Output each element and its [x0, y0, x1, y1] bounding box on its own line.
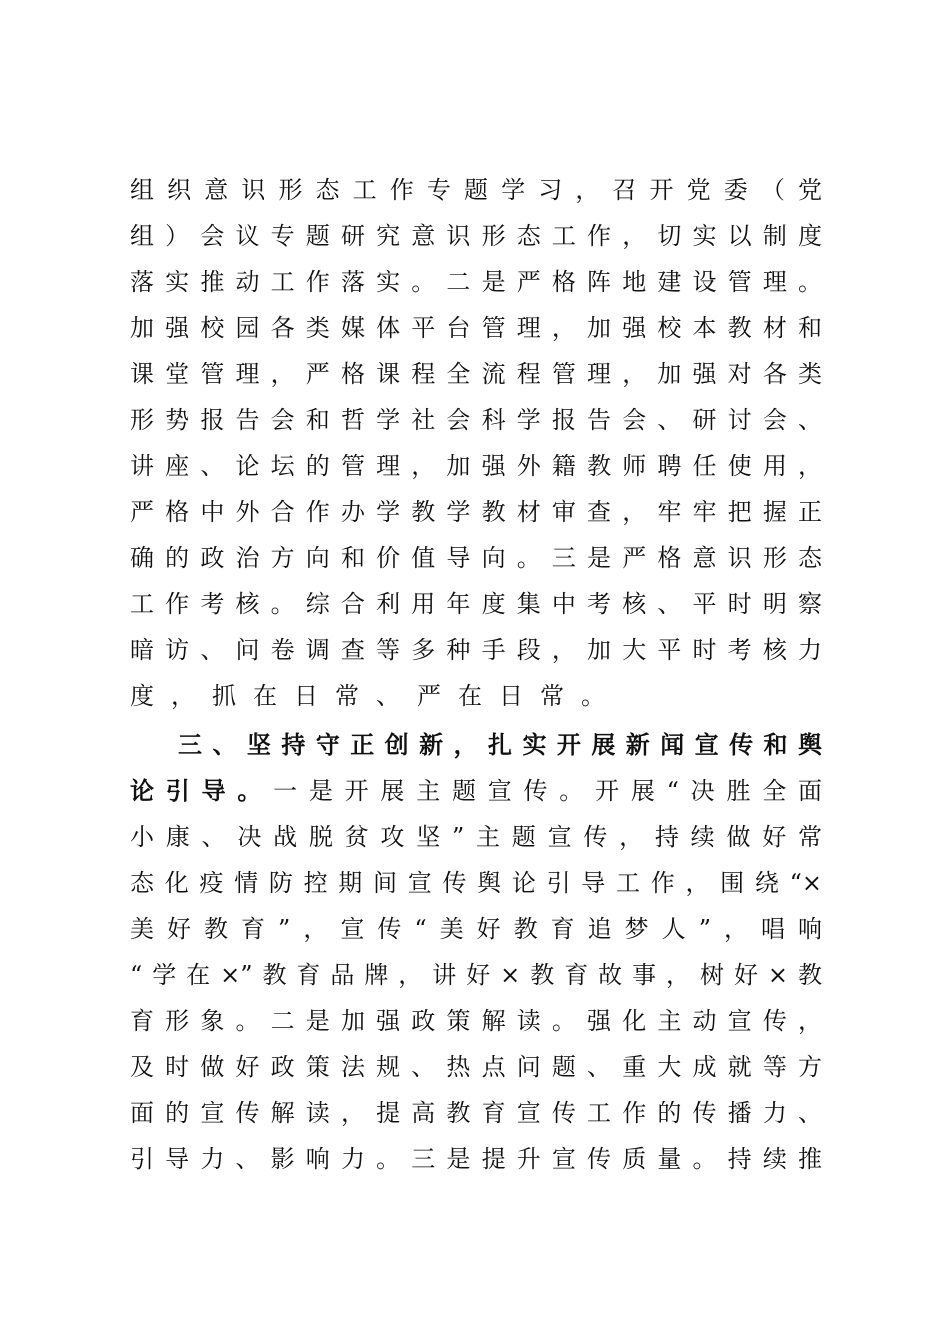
- body-text-line: 暗访、问卷调查等多种手段，加大平时考核力: [130, 636, 822, 664]
- body-text-line: 工作考核。综合利用年度集中考核、平时明察: [130, 590, 822, 618]
- body-text-line: 态化疫情防控期间宣传舆论引导工作，围绕“×: [130, 869, 822, 897]
- body-text-line: 落实推动工作落实。二是严格阵地建设管理。: [130, 268, 822, 296]
- body-text-line: 引导力、影响力。三是提升宣传质量。持续推: [130, 1145, 822, 1173]
- body-text-line: 讲座、论坛的管理，加强外籍教师聘任使用，: [130, 452, 822, 480]
- body-text-segment: 一是开展主题宣传。开展“决胜全面: [273, 777, 822, 805]
- section-heading-end: 论引导。: [130, 777, 274, 805]
- body-text-line: 加强校园各类媒体平台管理，加强校本教材和: [130, 314, 822, 342]
- body-text-line: 组织意识形态工作专题学习，召开党委（党: [130, 176, 822, 204]
- body-text-line: 度，抓在日常、严在日常。: [130, 682, 622, 710]
- body-text-line: 小康、决战脱贫攻坚”主题宣传，持续做好常: [130, 823, 822, 851]
- body-text-line: “学在×”教育品牌，讲好×教育故事，树好×教: [130, 961, 822, 989]
- section-heading: 三、坚持守正创新，扎实开展新闻宣传和舆: [178, 731, 822, 759]
- body-text-line-with-heading: [130, 768, 822, 814]
- body-text-line: 面的宣传解读，提高教育宣传工作的传播力、: [130, 1099, 822, 1127]
- body-text-line: 育形象。二是加强政策解读。强化主动宣传，: [130, 1007, 822, 1035]
- body-text-line: 形势报告会和哲学社会科学报告会、研讨会、: [130, 406, 822, 434]
- body-text-line: 确的政治方向和价值导向。三是严格意识形态: [130, 544, 822, 572]
- body-text-line: 课堂管理，严格课程全流程管理，加强对各类: [130, 360, 822, 388]
- body-text-line: 及时做好政策法规、热点问题、重大成就等方: [130, 1053, 822, 1081]
- body-text-line: 美好教育”，宣传“美好教育追梦人”，唱响: [130, 915, 822, 943]
- body-text-line: 组）会议专题研究意识形态工作，切实以制度: [130, 222, 822, 250]
- body-text-line: 严格中外合作办学教学教材审查，牢牢把握正: [130, 498, 822, 526]
